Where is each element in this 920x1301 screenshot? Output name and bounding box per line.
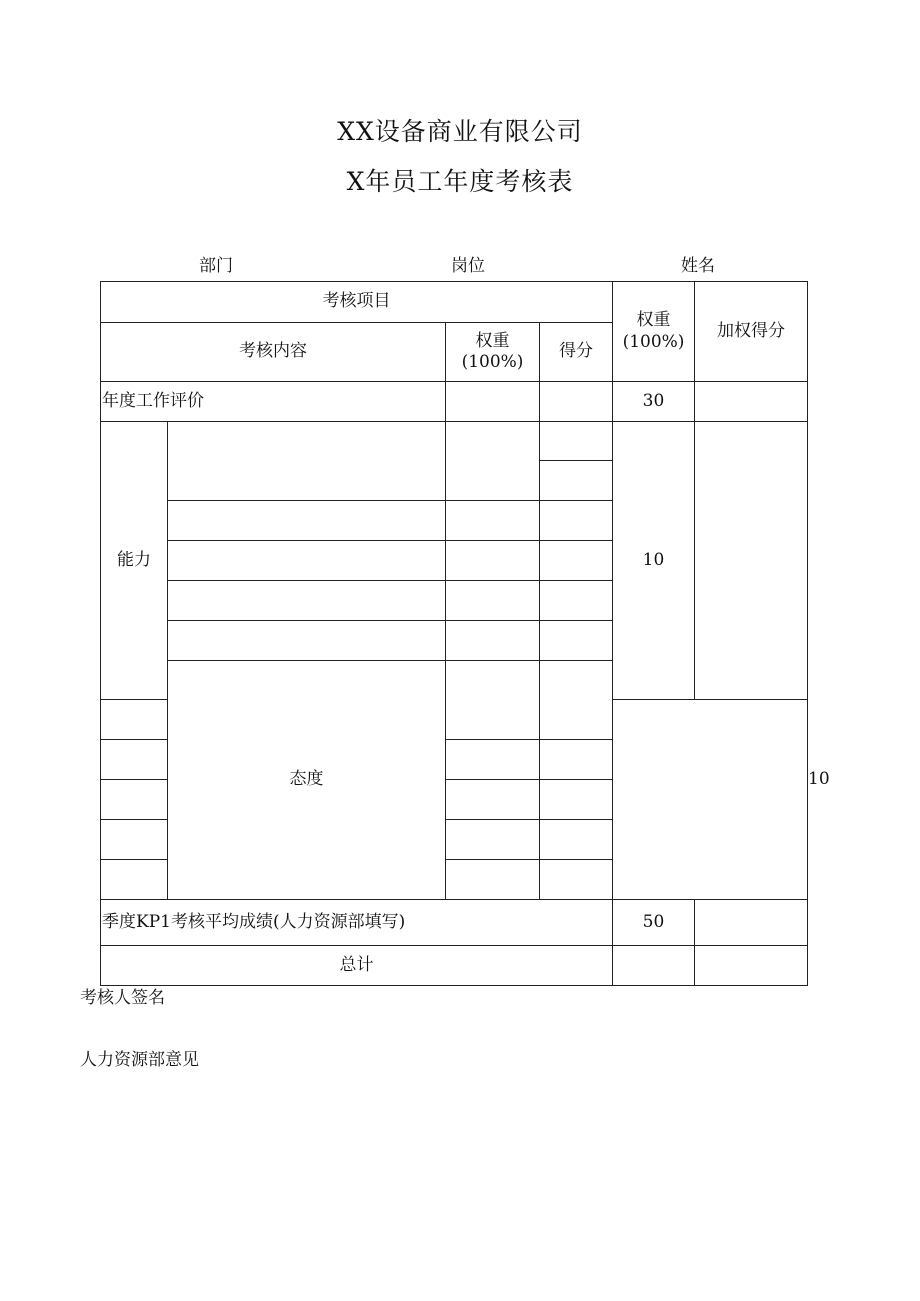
- ability-content-cell[interactable]: [168, 501, 446, 541]
- attitude-content-cell[interactable]: [101, 740, 168, 780]
- attitude-sub-weight-cell[interactable]: [446, 740, 540, 780]
- attitude-content-cell[interactable]: [101, 780, 168, 820]
- annual-sub-weight-cell[interactable]: [446, 382, 540, 422]
- row-annual: [101, 382, 808, 422]
- annual-weight: 30: [613, 382, 695, 422]
- attitude-score-cell[interactable]: [540, 860, 613, 900]
- ability-content-cell[interactable]: [168, 581, 446, 621]
- header-content: 考核内容: [101, 323, 446, 382]
- ability-sub-weight-cell[interactable]: [446, 501, 540, 541]
- annual-score-cell[interactable]: [540, 382, 613, 422]
- attitude-score-cell[interactable]: [540, 820, 613, 860]
- reviewer-signature-label: 考核人签名: [80, 988, 165, 1008]
- attitude-sub-weight-cell[interactable]: [540, 661, 613, 740]
- ability-row-1: [101, 422, 808, 461]
- total-label: 总计: [101, 946, 613, 986]
- position-label: 岗位: [451, 256, 485, 276]
- header-item-group: 考核项目: [101, 282, 613, 323]
- ability-sub-weight-cell[interactable]: [446, 581, 540, 621]
- ability-score-cell[interactable]: [540, 541, 613, 581]
- row-total: [101, 946, 808, 986]
- kpi-weight: 50: [613, 900, 695, 946]
- appraisal-table: [100, 281, 830, 986]
- ability-content-cell[interactable]: [168, 621, 446, 661]
- ability-sub-weight-cell[interactable]: [446, 541, 540, 581]
- header-sub-weight-line1: 权重: [475, 330, 510, 351]
- attitude-content-cell[interactable]: [101, 860, 168, 900]
- attitude-score-cell[interactable]: [101, 700, 168, 740]
- company-title: XX设备商业有限公司: [337, 117, 583, 146]
- attitude-content-cell[interactable]: [101, 820, 168, 860]
- ability-sub-weight-cell[interactable]: [446, 422, 540, 501]
- row-kpi: [101, 900, 808, 946]
- header-weight-line2: (100%): [622, 331, 685, 352]
- total-weighted-score-cell[interactable]: [695, 946, 808, 986]
- header-sub-weight: [446, 323, 540, 382]
- kpi-weighted-score-cell[interactable]: [695, 900, 808, 946]
- ability-score-cell[interactable]: [540, 621, 613, 661]
- kpi-label: 季度KP1考核平均成绩(人力资源部填写): [101, 900, 613, 946]
- name-label: 姓名: [681, 256, 715, 276]
- header-weight-line1: 权重: [636, 310, 671, 331]
- ability-label: 能力: [101, 422, 168, 700]
- ability-score-cell[interactable]: [540, 501, 613, 541]
- header-score: 得分: [540, 323, 613, 382]
- annual-weighted-score-cell[interactable]: [695, 382, 808, 422]
- ability-score-cell[interactable]: [540, 422, 613, 461]
- ability-weight: 10: [613, 422, 695, 700]
- attitude-score-cell[interactable]: [540, 780, 613, 820]
- form-title: X年员工年度考核表: [346, 167, 574, 196]
- attitude-sub-weight-cell[interactable]: [446, 860, 540, 900]
- ability-content-cell[interactable]: [168, 541, 446, 581]
- header-weighted-score: 加权得分: [695, 282, 808, 382]
- annual-label: 年度工作评价: [101, 382, 446, 422]
- attitude-row-1: 态度 10: [101, 661, 808, 700]
- ability-content-cell[interactable]: [168, 422, 446, 501]
- attitude-sub-weight-cell[interactable]: [446, 780, 540, 820]
- total-weight-cell[interactable]: [613, 946, 695, 986]
- header-weight: [613, 282, 695, 382]
- header-sub-weight-line2: (100%): [461, 352, 524, 372]
- header-row-1: [101, 282, 808, 323]
- ability-score-cell[interactable]: [540, 461, 613, 501]
- attitude-label: 态度: [168, 661, 446, 900]
- ability-sub-weight-cell[interactable]: [446, 621, 540, 661]
- attitude-content-cell[interactable]: [446, 661, 540, 740]
- attitude-sub-weight-cell[interactable]: [446, 820, 540, 860]
- attitude-score-cell[interactable]: [540, 740, 613, 780]
- department-label: 部门: [199, 256, 233, 276]
- ability-weighted-score-cell[interactable]: [695, 422, 808, 700]
- ability-score-cell[interactable]: [540, 581, 613, 621]
- hr-opinion-label: 人力资源部意见: [80, 1050, 199, 1070]
